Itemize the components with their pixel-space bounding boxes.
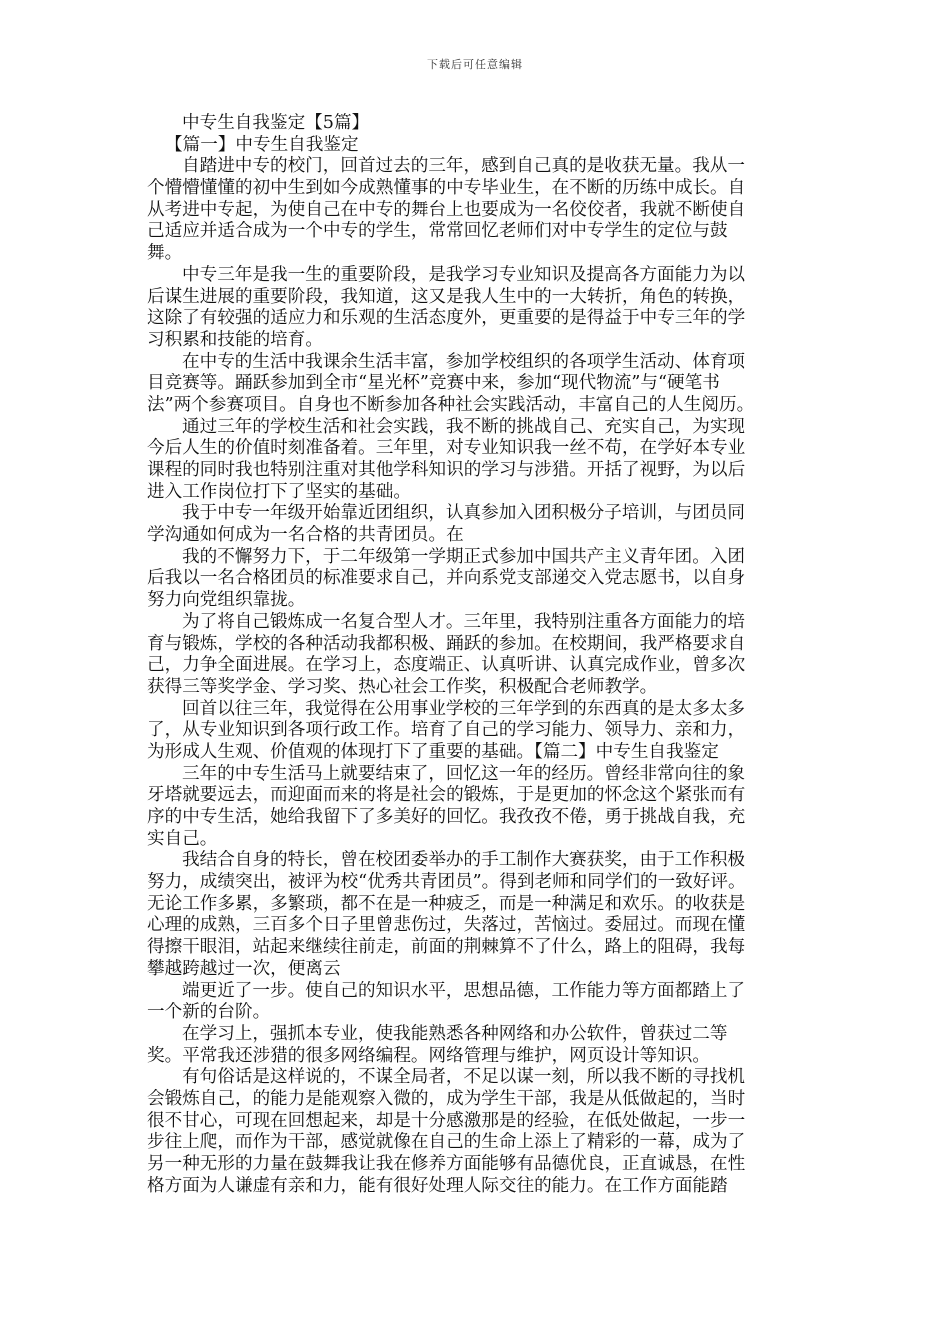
text-line: 序的中专生活，她给我留下了多美好的回忆。我孜孜不倦，勇于挑战自我，充 [147, 807, 746, 827]
text-line: 自踏进中专的校门，回首过去的三年，感到自己真的是收获无量。我从一 [182, 156, 746, 177]
text-line: 攀越跨越过一次，便离云 [147, 958, 341, 979]
text-line: 一个新的台阶。 [147, 1002, 271, 1023]
page-header-note: 下载后可任意编辑 [427, 58, 523, 71]
text-line: 从考进中专起，为使自己在中专的舞台上也要成为一名佼佼者，我就不断使自 [147, 199, 746, 220]
text-line: 我的不懈努力下，于二年级第一学期正式参加中国共产主义青年团。入团 [182, 546, 746, 567]
text-line: 进入工作岗位打下了坚实的基础。 [147, 481, 411, 502]
text-line: 课程的同时我也特别注重对其他学科知识的学习与涉猎。开括了视野，为以后 [147, 460, 746, 480]
section-heading: 【篇一】中专生自我鉴定 [165, 134, 359, 155]
text-line: 有句俗话是这样说的，不谋全局者，不足以谋一刻，所以我不断的寻找机 [182, 1067, 746, 1088]
text-line: 育与锻炼，学校的各种活动我都积极、踊跃的参加。在校期间，我严格要求自 [147, 633, 746, 654]
text-line: 己，力争全面进展。在学习上，态度端正、认真听讲、认真完成作业，曾多次 [147, 655, 746, 676]
text-line: 己适应并适合成为一个中专的学生，常常回忆老师们对中专学生的定位与鼓 [147, 221, 728, 242]
text-line: 得擦干眼泪，站起来继续往前走，前面的荆棘算不了什么，路上的阻碍，我每 [147, 937, 746, 958]
text-line: 端更近了一步。使自己的知识水平，思想品德，工作能力等方面都踏上了 [182, 980, 746, 1001]
text-line: 无论工作多累，多繁琐，都不在是一种疲乏，而是一种满足和欢乐。的收获是 [147, 893, 746, 914]
text-line: 努力向党组织靠拢。 [147, 590, 306, 611]
text-line: 会锻炼自己，的能力是能观察入微的，成为学生干部，我是从低做起的，当时 [147, 1088, 746, 1109]
text-line: 法”两个参赛项目。自身也不断参加各种社会实践活动，丰富自己的人生阅历。 [147, 394, 755, 415]
text-line: 我结合自身的特长，曾在校团委举办的手工制作大赛获奖，由于工作积极 [182, 850, 746, 871]
text-line: 为形成人生观、价值观的体现打下了重要的基础。【篇二】中专生自我鉴定 [147, 741, 719, 762]
text-line: 学沟通如何成为一名合格的共青团员。在 [147, 525, 464, 546]
text-line: 后谋生进展的重要阶段，我知道，这又是我人生中的一大转折，角色的转换， [147, 286, 746, 307]
text-line: 实自己。 [147, 828, 218, 849]
text-line: 三年的中专生活马上就要结束了，回忆这一年的经历。曾经非常向往的象 [182, 763, 746, 784]
text-line: 个懵懵懂懂的初中生到如今成熟懂事的中专毕业生，在不断的历练中成长。自 [147, 178, 746, 199]
text-line: 努力，成绩突出，被评为校“优秀共青团员”。得到老师和同学们的一致好评。 [147, 872, 746, 893]
text-line: 这除了有较强的适应力和乐观的生活态度外，更重要的是得益于中专三年的学 [147, 308, 746, 329]
text-line: 格方面为人谦虚有亲和力，能有很好处理人际交往的能力。在工作方面能踏 [147, 1175, 728, 1196]
text-line: 我于中专一年级开始靠近团组织，认真参加入团积极分子培训，与团员同 [182, 503, 746, 524]
text-line: 在学习上，强抓本专业，使我能熟悉各种网络和办公软件，曾获过二等 [182, 1023, 728, 1044]
text-line: 回首以往三年，我觉得在公用事业学校的三年学到的东西真的是太多太多 [182, 698, 746, 719]
text-line: 舞。 [147, 243, 183, 264]
text-line: 奖。平常我还涉猎的很多网络编程。网络管理与维护，网页设计等知识。 [147, 1045, 711, 1066]
text-line: 了，从专业知识到各项行政工作。培育了自己的学习能力、领导力、亲和力， [147, 720, 746, 741]
document-title: 中专生自我鉴定【5篇】 [182, 113, 370, 133]
text-line: 通过三年的学校生活和社会实践，我不断的挑战自己、充实自己，为实现 [182, 416, 746, 437]
text-line: 心理的成熟，三百多个日子里曾悲伤过，失落过，苦恼过。委屈过。而现在懂 [147, 915, 746, 936]
text-line: 后我以一名合格团员的标准要求自己，并向系党支部递交入党志愿书，以自身 [147, 568, 746, 589]
document-body [147, 113, 807, 1197]
text-line: 习积累和技能的培育。 [147, 329, 323, 350]
text-line: 很不甘心，可现在回想起来，却是十分感激那是的经验，在低处做起，一步一 [147, 1110, 746, 1131]
text-line: 中专三年是我一生的重要阶段，是我学习专业知识及提高各方面能力为以 [182, 264, 746, 285]
text-line: 目竞赛等。踊跃参加到全市“星光杯”竞赛中来，参加“现代物流”与“硬笔书 [147, 373, 720, 394]
text-line: 今后人生的价值时刻准备着。三年里，对专业知识我一丝不苟，在学好本专业 [147, 438, 746, 459]
text-line: 牙塔就要远去，而迎面而来的将是社会的锻炼，于是更加的怀念这个紧张而有 [147, 785, 746, 806]
text-line: 获得三等奖学金、学习奖、热心社会工作奖，积极配合老师教学。 [147, 676, 658, 697]
text-line: 在中专的生活中我课余生活丰富，参加学校组织的各项学生活动、体育项 [182, 351, 746, 372]
text-line: 另一种无形的力量在鼓舞我让我在修养方面能够有品德优良，正直诚恳，在性 [147, 1154, 746, 1174]
text-line: 为了将自己锻炼成一名复合型人才。三年里，我特别注重各方面能力的培 [182, 611, 746, 632]
text-line: 步往上爬，而作为干部，感觉就像在自己的生命上添上了精彩的一幕，成为了 [147, 1132, 746, 1153]
